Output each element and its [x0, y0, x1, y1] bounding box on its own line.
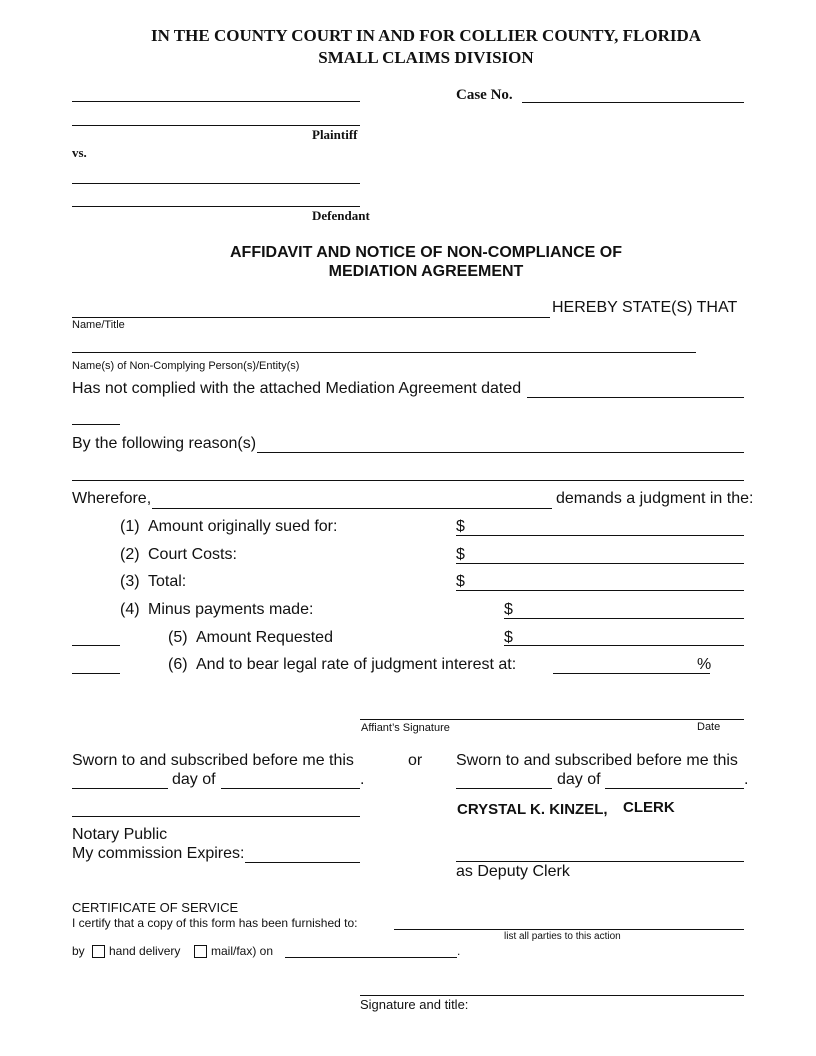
vs-label: vs.: [72, 145, 87, 160]
item-6-initial-field[interactable]: [72, 673, 120, 674]
mail-fax-label: mail/fax) on: [211, 944, 274, 958]
item-3-number: (3): [120, 573, 140, 590]
hereby-state-text: HEREBY STATE(S) THAT: [552, 299, 738, 316]
item-1-dollar: $: [456, 518, 465, 535]
item-6-number: (6): [168, 656, 188, 673]
item-5-dollar: $: [504, 629, 513, 646]
agreement-date-field-cont[interactable]: [72, 424, 120, 425]
signature-title-label: Signature and title:: [360, 997, 469, 1012]
sworn-right-month-field[interactable]: [605, 788, 744, 789]
defendant-line-2[interactable]: [72, 206, 360, 207]
sworn-right-text: Sworn to and subscribed before me this: [456, 752, 738, 769]
agreement-date-field[interactable]: [527, 397, 744, 398]
name-title-field[interactable]: [72, 317, 550, 318]
reasons-field-1[interactable]: [257, 452, 744, 453]
sworn-left-month-field[interactable]: [221, 788, 360, 789]
item-6-label: And to bear legal rate of judgment interest at:: [196, 656, 517, 673]
deputy-clerk-label: as Deputy Clerk: [456, 863, 570, 880]
court-heading: IN THE COUNTY COURT IN AND FOR COLLIER COUNTY, FLORIDA: [150, 26, 702, 45]
clerk-name: CRYSTAL K. KINZEL,: [457, 801, 608, 818]
plaintiff-line-1[interactable]: [72, 101, 360, 102]
item-5-initial-field[interactable]: [72, 645, 120, 646]
hand-delivery-checkbox[interactable]: [92, 945, 105, 958]
item-1-amount-field[interactable]: [456, 535, 744, 536]
certificate-heading: CERTIFICATE OF SERVICE: [72, 900, 239, 915]
percent-sign: %: [697, 656, 712, 673]
item-4-number: (4): [120, 601, 140, 618]
clerk-title: CLERK: [623, 799, 675, 816]
division-heading: SMALL CLAIMS DIVISION: [318, 48, 534, 67]
certify-text: I certify that a copy of this form has been furnished to:: [72, 916, 358, 930]
defendant-label: Defendant: [312, 208, 370, 223]
by-label: by: [72, 944, 85, 958]
sworn-right-day-field[interactable]: [456, 788, 552, 789]
sworn-right-period: .: [744, 771, 749, 788]
item-5-number: (5): [168, 629, 188, 646]
sworn-left-period: .: [360, 771, 365, 788]
document-title-line-2: MEDIATION AGREEMENT: [328, 263, 524, 280]
item-1-number: (1): [120, 518, 140, 535]
document-title-line-1: AFFIDAVIT AND NOTICE OF NON-COMPLIANCE OF: [230, 244, 622, 261]
item-3-label: Total:: [148, 573, 187, 590]
case-no-field[interactable]: [522, 102, 744, 103]
parties-served-field[interactable]: [394, 929, 744, 930]
item-2-number: (2): [120, 546, 140, 563]
item-4-label: Minus payments made:: [148, 601, 314, 618]
plaintiff-label: Plaintiff: [312, 127, 358, 142]
defendant-line-1[interactable]: [72, 183, 360, 184]
item-2-amount-field[interactable]: [456, 563, 744, 564]
item-3-dollar: $: [456, 573, 465, 590]
or-text: or: [408, 752, 423, 769]
item-4-dollar: $: [504, 601, 513, 618]
item-4-amount-field[interactable]: [504, 618, 744, 619]
service-date-period: .: [457, 944, 461, 958]
has-not-complied-text: Has not complied with the attached Mediation Agreement dated: [72, 380, 522, 397]
item-5-amount-field[interactable]: [504, 645, 744, 646]
noncomplying-label: Name(s) of Non-Complying Person(s)/Entity(s): [72, 360, 300, 372]
reasons-field-2[interactable]: [72, 480, 744, 481]
commission-expires-label: My commission Expires:: [72, 845, 245, 862]
hand-delivery-label: hand delivery: [109, 944, 181, 958]
wherefore-label: Wherefore,: [72, 490, 152, 507]
item-2-dollar: $: [456, 546, 465, 563]
item-1-label: Amount originally sued for:: [148, 518, 338, 535]
sworn-left-day-of: day of: [172, 771, 216, 788]
affiant-signature-label: Affiant’s Signature: [361, 722, 450, 734]
item-3-amount-field[interactable]: [456, 590, 744, 591]
service-date-field[interactable]: [285, 957, 457, 958]
name-title-label: Name/Title: [72, 319, 125, 331]
plaintiff-line-2[interactable]: [72, 125, 360, 126]
reasons-label: By the following reason(s): [72, 435, 257, 452]
mail-fax-checkbox[interactable]: [194, 945, 207, 958]
notary-public-label: Notary Public: [72, 826, 168, 843]
certificate-signature-field[interactable]: [360, 995, 744, 996]
case-no-label: Case No.: [456, 87, 513, 103]
list-parties-label: list all parties to this action: [504, 931, 621, 942]
noncomplying-field[interactable]: [72, 352, 696, 353]
sworn-left-day-field[interactable]: [72, 788, 168, 789]
affiant-signature-field[interactable]: [360, 719, 744, 720]
interest-rate-field[interactable]: [553, 673, 710, 674]
date-label: Date: [697, 721, 721, 733]
item-2-label: Court Costs:: [148, 546, 237, 563]
sworn-right-day-of: day of: [557, 771, 601, 788]
wherefore-name-field[interactable]: [152, 508, 552, 509]
sworn-left-text: Sworn to and subscribed before me this: [72, 752, 354, 769]
deputy-clerk-signature-field[interactable]: [456, 861, 744, 862]
commission-expires-field[interactable]: [245, 862, 360, 863]
notary-signature-field[interactable]: [72, 816, 360, 817]
demands-judgment-text: demands a judgment in the:: [556, 490, 754, 507]
item-5-label: Amount Requested: [196, 629, 333, 646]
